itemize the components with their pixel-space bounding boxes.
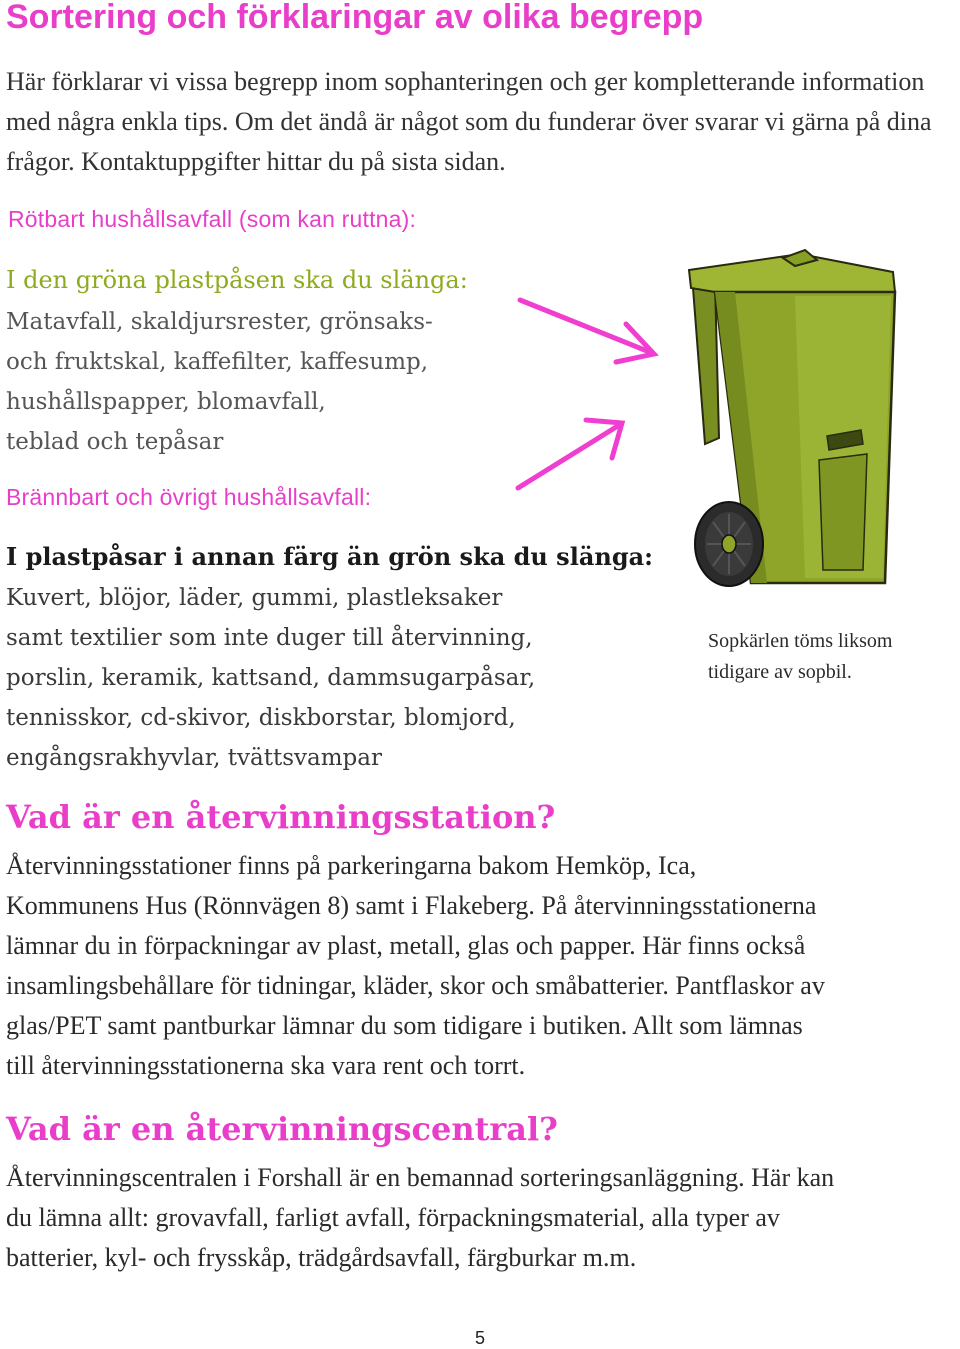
paragraph-line: insamlingsbehållare för tidningar, kläder, skor och småbatterier. Pantflaskor av bbox=[6, 971, 825, 1000]
list-item: och fruktskal, kaffefilter, kaffesump, bbox=[6, 349, 429, 375]
paragraph-line: glas/PET samt pantburkar lämnar du som tidigare i butiken. Allt som lämnas bbox=[6, 1011, 803, 1040]
list-item: porslin, keramik, kattsand, dammsugarpåsar, bbox=[6, 665, 536, 691]
list-item: Kuvert, blöjor, läder, gummi, plastleksaker bbox=[6, 585, 503, 611]
central-heading: Vad är en återvinningscentral? bbox=[6, 1110, 558, 1148]
caption-line: Sopkärlen töms liksom bbox=[708, 630, 893, 652]
page-title: Sortering och förklaringar av olika begrepp bbox=[6, 0, 704, 36]
rotbart-heading: Rötbart hushållsavfall (som kan ruttna): bbox=[8, 206, 417, 232]
paragraph-line: Återvinningsstationer finns på parkeringarna bakom Hemköp, Ica, bbox=[6, 851, 697, 880]
bin-caption bbox=[708, 626, 958, 688]
paragraph-line: batterier, kyl- och frysskåp, trädgårdsavfall, färgburkar m.m. bbox=[6, 1243, 637, 1272]
paragraph-line: Återvinningscentralen i Forshall är en bemannad sorteringsanläggning. Här kan bbox=[6, 1163, 835, 1192]
list-item: Matavfall, skaldjursrester, grönsaks- bbox=[6, 309, 433, 335]
station-paragraph bbox=[6, 846, 958, 1086]
paragraph-line: lämnar du in förpackningar av plast, metall, glas och papper. Här finns också bbox=[6, 931, 806, 960]
brannbart-list bbox=[6, 578, 535, 778]
station-heading: Vad är en återvinningsstation? bbox=[6, 798, 556, 836]
wheelie-bin-icon bbox=[655, 248, 955, 608]
green-bag-instruction: I den gröna plastpåsen ska du slänga: bbox=[6, 266, 468, 294]
paragraph-line: du lämna allt: grovavfall, farligt avfall, förpackningsmaterial, alla typer av bbox=[6, 1203, 780, 1232]
list-item: hushållspapper, blomavfall, bbox=[6, 389, 326, 415]
paragraph-line: Kommunens Hus (Rönnvägen 8) samt i Flakeberg. På återvinningsstationerna bbox=[6, 891, 817, 920]
paragraph-line: till återvinningsstationerna ska vara rent och torrt. bbox=[6, 1051, 526, 1080]
page-number: 5 bbox=[474, 1328, 485, 1348]
brannbart-heading: Brännbart och övrigt hushållsavfall: bbox=[6, 484, 372, 510]
caption-line: tidigare av sopbil. bbox=[708, 661, 852, 683]
other-bag-instruction: I plastpåsar i annan färg än grön ska du slänga: bbox=[6, 542, 654, 571]
central-paragraph bbox=[6, 1158, 958, 1278]
list-item: samt textilier som inte duger till återvinning, bbox=[6, 625, 533, 651]
intro-paragraph: Här förklarar vi vissa begrepp inom sophanteringen och ger kompletterande information med några enkla tips. Om det ändå är något som du funderar över svarar vi gärna på dina frågor. Kontaktuppgifter hittar du på sista sidan. bbox=[6, 67, 932, 176]
rotbart-list bbox=[6, 302, 433, 462]
list-item: engångsrakhyvlar, tvättsvampar bbox=[6, 745, 382, 771]
list-item: teblad och tepåsar bbox=[6, 429, 224, 455]
list-item: tennisskor, cd-skivor, diskborstar, blomjord, bbox=[6, 705, 516, 731]
